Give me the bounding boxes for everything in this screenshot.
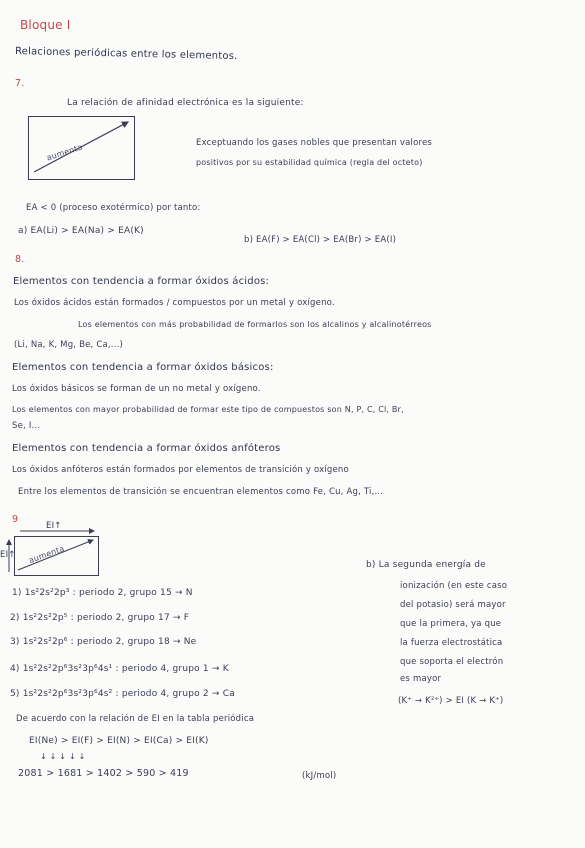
q9-b-line4: que la primera, ya que (400, 619, 502, 629)
q9-item-5: 5) 1s²2s²2p⁶3s²3p⁶4s² : periodo 4, grupo 2 → Ca (10, 689, 235, 699)
q9-ei-order: EI(Ne) > EI(F) > EI(N) > EI(Ca) > EI(K) (29, 736, 209, 746)
q8-line8: Se, I... (12, 421, 41, 431)
q7-trend-label: aumenta (45, 142, 84, 163)
q9-b-line7: es mayor (400, 674, 442, 684)
q8-line3: Los elementos con más probabilidad de formarlos son los alcalinos y alcalinotérreos (78, 320, 432, 329)
question-8-number: 8. (15, 254, 25, 265)
q9-b-line6: que soporta el electrón (400, 657, 504, 667)
q8-line9: Elementos con tendencia a formar óxidos anfóteros (12, 443, 281, 454)
q9-ei-top-label: EI↑ (46, 521, 62, 531)
q7-note-line1: Exceptuando los gases nobles que presentan valores (196, 138, 433, 148)
q8-line4: (Li, Na, K, Mg, Be, Ca,...) (14, 340, 124, 350)
q9-order-arrows: ↓ ↓ ↓ ↓ ↓ (40, 752, 86, 761)
q8-line10: Los óxidos anfóteros están formados por elementos de transición y oxígeno (12, 465, 349, 475)
question-9-number: 9 (12, 514, 19, 525)
q9-unit: (kJ/mol) (302, 771, 337, 781)
page-subtitle: Relaciones periódicas entre los elementos. (14, 46, 238, 63)
q9-agreement: De acuerdo con la relación de EI en la tabla periódica (16, 714, 255, 724)
q9-diagonal-arrow (18, 540, 93, 570)
q7-ea-line: EA < 0 (proceso exotérmico) por tanto: (26, 203, 201, 213)
q8-line2: Los óxidos ácidos están formados / compuestos por un metal y oxígeno. (14, 298, 335, 308)
q9-b-line3: del potasio) será mayor (400, 600, 506, 610)
q7-answer-b: b) EA(F) > EA(Cl) > EA(Br) > EA(I) (244, 235, 397, 245)
q8-line11: Entre los elementos de transición se encuentran elementos como Fe, Cu, Ag, Ti,... (18, 487, 384, 497)
question-7-number: 7. (15, 78, 25, 89)
q7-note-line2: positivos por su estabilidad química (regla del octeto) (196, 158, 423, 167)
q9-ei-values: 2081 > 1681 > 1402 > 590 > 419 (18, 768, 189, 779)
q9-b-line5: la fuerza electrostática (400, 638, 503, 648)
q8-line6: Los óxidos básicos se forman de un no metal y oxígeno. (12, 384, 261, 394)
q9-ei-left-label: EI↑ (0, 550, 16, 560)
q7-diagonal-arrow (34, 122, 128, 172)
q9-item-4: 4) 1s²2s²2p⁶3s²3p⁶4s¹ : periodo 4, grupo 1 → K (10, 664, 229, 674)
q9-b-line8: (K⁺ → K²⁺) > EI (K → K⁺) (398, 696, 504, 706)
q9-trend-label: aumenta (27, 543, 66, 566)
q8-line7: Los elementos con mayor probabilidad de formar este tipo de compuestos son N, P, C, Cl, Br, (12, 405, 404, 414)
q9-b-line1: b) La segunda energía de (366, 560, 486, 570)
q9-item-1: 1) 1s²2s²2p³ : periodo 2, grupo 15 → N (12, 588, 193, 598)
q7-answer-a: a) EA(Li) > EA(Na) > EA(K) (18, 226, 144, 236)
q7-intro: La relación de afinidad electrónica es la siguiente: (67, 98, 304, 108)
q9-item-3: 3) 1s²2s²2p⁶ : periodo 2, grupo 18 → Ne (10, 637, 197, 647)
q9-item-2: 2) 1s²2s²2p⁵ : periodo 2, grupo 17 → F (10, 613, 190, 623)
q8-line5: Elementos con tendencia a formar óxidos básicos: (12, 362, 274, 373)
q8-line1: Elementos con tendencia a formar óxidos ácidos: (13, 276, 270, 287)
page-title: Bloque I (20, 18, 71, 32)
q9-b-line2: ionización (en este caso (400, 581, 508, 591)
